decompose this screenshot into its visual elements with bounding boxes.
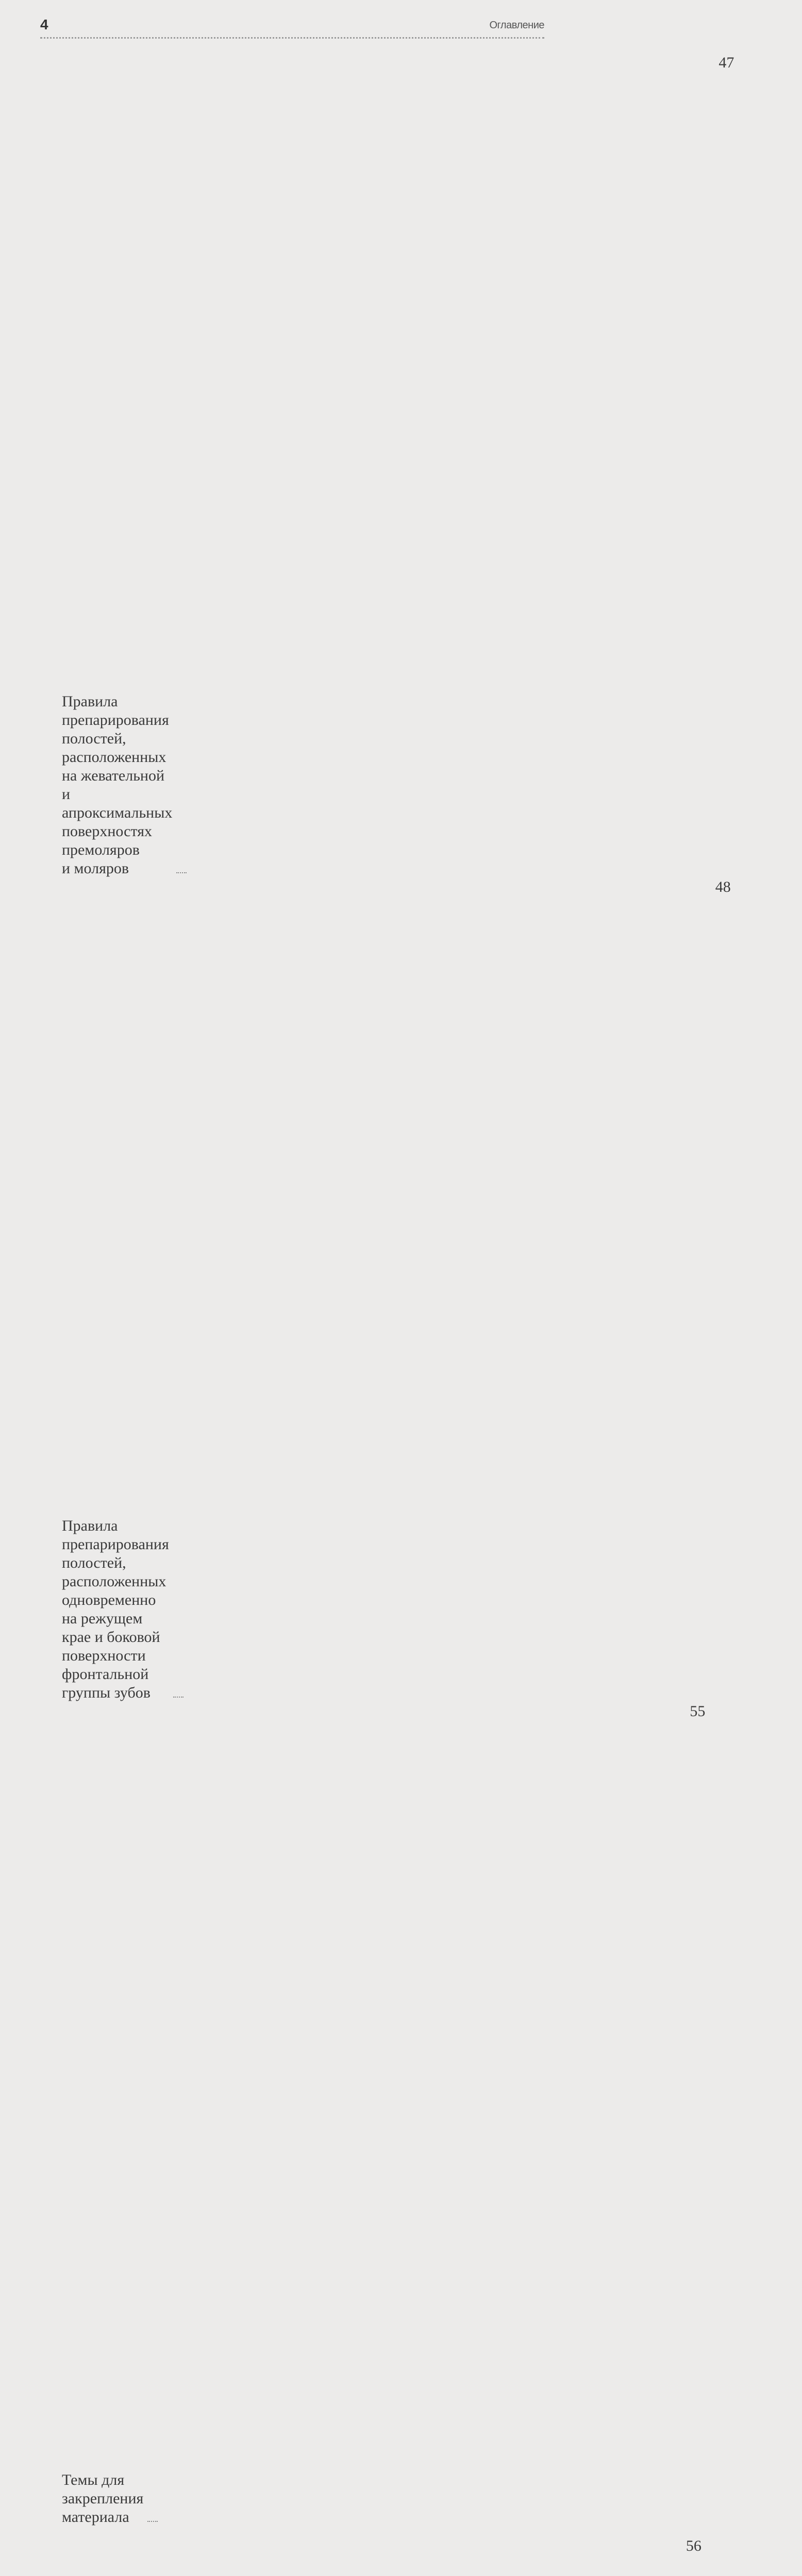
toc-entry-page: 48	[715, 878, 731, 895]
toc-entry-page: 56	[686, 2537, 701, 2554]
toc-entry[interactable]	[40, 54, 734, 878]
table-of-contents	[40, 54, 734, 2576]
toc-entry[interactable]	[40, 1702, 706, 2527]
toc-entry-title: Правила препарирования полостей, расположенных одновременно на режущем крае и боковой поверхности фронтальной группы зубов	[62, 1517, 169, 1701]
dot-leader	[147, 2521, 158, 2522]
toc-entry-title: Темы для закрепления материала	[62, 2471, 144, 2526]
running-title: Оглавление	[489, 20, 544, 31]
dot-leader	[176, 872, 187, 873]
dot-leader	[173, 1697, 183, 1698]
page-number: 4	[40, 16, 48, 32]
running-header	[40, 15, 544, 39]
toc-entry-page: 47	[719, 54, 734, 71]
toc-entry-title: Правила препарирования полостей, расположенных на жевательной и апроксимальных поверхностях премоляров и моляров	[62, 693, 173, 877]
toc-entry[interactable]	[40, 878, 731, 1702]
toc-chapter-6[interactable]	[40, 2537, 701, 2576]
toc-entry-page: 55	[690, 1703, 706, 1720]
